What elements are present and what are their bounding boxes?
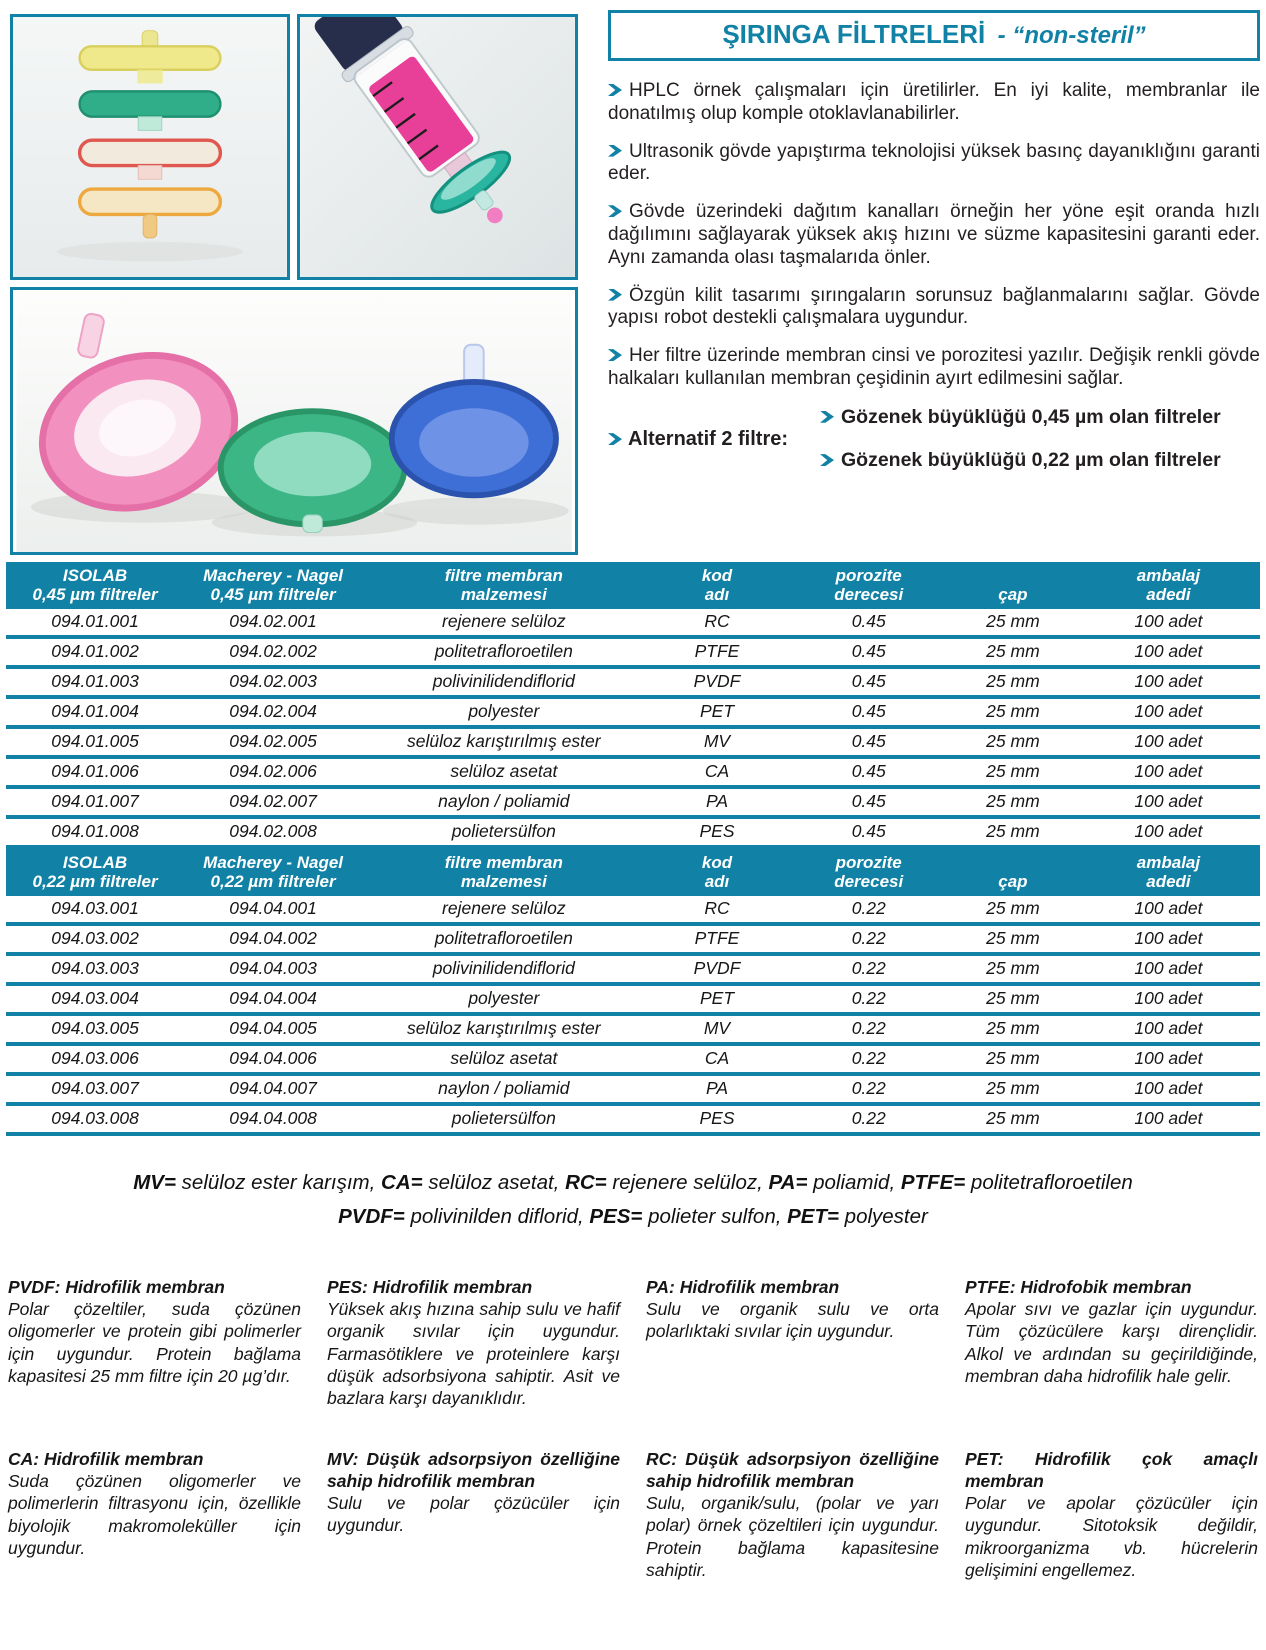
table-cell: PET xyxy=(646,697,789,727)
table-cell: politetrafloroetilen xyxy=(362,924,645,954)
legend-code: PES= xyxy=(589,1204,643,1228)
bullet-arrow-icon xyxy=(608,349,622,361)
column-header xyxy=(1077,849,1260,896)
table-cell: 0.22 xyxy=(788,1044,949,1074)
membrane-note xyxy=(327,1276,620,1410)
table-row xyxy=(6,697,1260,727)
table-cell: 25 mm xyxy=(949,637,1077,667)
table-cell: 094.03.001 xyxy=(6,896,184,924)
column-header xyxy=(362,562,645,609)
header-line-1: ambalaj xyxy=(1136,566,1201,585)
membrane-note xyxy=(8,1448,301,1582)
table-cell: 25 mm xyxy=(949,757,1077,787)
table-cell: 25 mm xyxy=(949,924,1077,954)
option-text: Gözenek büyüklüğü 0,45 µm olan filtreler xyxy=(841,405,1221,428)
table-cell: 094.01.001 xyxy=(6,609,184,637)
header-line-2: çap xyxy=(998,872,1028,892)
legend-description: polyester xyxy=(838,1204,928,1228)
alternative-option xyxy=(820,406,1260,429)
table-row xyxy=(6,896,1260,924)
table-cell: PA xyxy=(646,1074,789,1104)
table-cell: 100 adet xyxy=(1077,637,1260,667)
table-cell: 0.22 xyxy=(788,954,949,984)
table-cell: PTFE xyxy=(646,924,789,954)
bullet-arrow-icon xyxy=(820,411,834,423)
header-line-1: ISOLAB xyxy=(62,566,128,585)
header-line-2: 0,45 µm filtreler xyxy=(32,585,158,605)
table-row xyxy=(6,1014,1260,1044)
header-line-2: adı xyxy=(704,872,730,892)
table-cell: polyester xyxy=(362,984,645,1014)
membrane-note-body: Sulu ve organik sulu ve orta polarlıktaki sıvılar için uygundur. xyxy=(646,1298,939,1342)
bullet-arrow-icon xyxy=(608,433,622,445)
table-cell: polietersülfon xyxy=(362,817,645,847)
table-cell: 0.45 xyxy=(788,667,949,697)
legend-description: polivinilden diflorid, xyxy=(404,1204,590,1228)
table-cell: 094.04.007 xyxy=(184,1074,362,1104)
table-cell: 25 mm xyxy=(949,787,1077,817)
table-cell: 25 mm xyxy=(949,1044,1077,1074)
table-cell: selüloz karıştırılmış ester xyxy=(362,727,645,757)
membrane-note-title: PET: Hidrofilik çok amaçlı membran xyxy=(965,1448,1258,1491)
legend-description: selüloz asetat, xyxy=(422,1171,566,1195)
table-cell: naylon / poliamid xyxy=(362,787,645,817)
membrane-note-body: Sulu ve polar çözücüler için uygundur. xyxy=(327,1492,620,1536)
table-cell: selüloz karıştırılmış ester xyxy=(362,1014,645,1044)
table-cell: 094.03.006 xyxy=(6,1044,184,1074)
table-row xyxy=(6,637,1260,667)
table-cell: 25 mm xyxy=(949,1074,1077,1104)
membrane-note-body: Sulu, organik/sulu, (polar ve yarı polar) örnek çözeltileri için uygundur. Protein bağlama kapasitesine sahiptir. xyxy=(646,1492,939,1581)
legend-line-2 xyxy=(0,1200,1266,1234)
column-header xyxy=(184,562,362,609)
table-cell: PVDF xyxy=(646,954,789,984)
table-cell: 25 mm xyxy=(949,984,1077,1014)
intro-bullet xyxy=(608,141,1260,187)
page-title-suffix: - “non-steril” xyxy=(997,22,1146,49)
table-cell: polietersülfon xyxy=(362,1104,645,1134)
table-cell: 0.22 xyxy=(788,1104,949,1134)
intro-bullet xyxy=(608,285,1260,331)
table-cell: 094.01.006 xyxy=(6,757,184,787)
column-header xyxy=(646,849,789,896)
table-cell: PVDF xyxy=(646,667,789,697)
table-cell: 094.04.008 xyxy=(184,1104,362,1134)
membrane-notes-grid xyxy=(0,1276,1266,1582)
table-cell: 094.02.002 xyxy=(184,637,362,667)
table-cell: 094.01.005 xyxy=(6,727,184,757)
alternative-filter-options xyxy=(820,406,1260,473)
table-cell: 094.04.002 xyxy=(184,924,362,954)
table-row xyxy=(6,1044,1260,1074)
header-line-2: derecesi xyxy=(834,872,904,892)
table-cell: 100 adet xyxy=(1077,727,1260,757)
header-line-1: ambalaj xyxy=(1136,853,1201,873)
bullet-arrow-icon xyxy=(608,205,622,217)
header-line-1: Macherey - Nagel xyxy=(203,566,344,585)
table-cell: selüloz asetat xyxy=(362,1044,645,1074)
table-cell: 100 adet xyxy=(1077,1074,1260,1104)
table-row xyxy=(6,727,1260,757)
table-cell: MV xyxy=(646,1014,789,1044)
intro-bullet xyxy=(608,80,1260,126)
table-cell: 25 mm xyxy=(949,609,1077,637)
column-header xyxy=(6,849,184,896)
table-cell: 100 adet xyxy=(1077,1044,1260,1074)
column-header xyxy=(1077,562,1260,609)
bullet-text: Her filtre üzerinde membran cinsi ve porozitesi yazılır. Değişik renkli gövde halkaları kullanılan membran çeşidinin ayırt edilmesini sağlar. xyxy=(608,345,1260,389)
legend-code: CA= xyxy=(381,1171,423,1195)
column-header xyxy=(949,849,1077,896)
legend-description: rejenere selüloz, xyxy=(606,1171,769,1195)
table-cell: 25 mm xyxy=(949,1104,1077,1134)
table-cell: CA xyxy=(646,757,789,787)
header-line-1: Macherey - Nagel xyxy=(203,853,344,873)
column-header xyxy=(362,849,645,896)
table-cell: PTFE xyxy=(646,637,789,667)
header-line-2: malzemesi xyxy=(460,585,547,605)
intro-column xyxy=(608,10,1260,473)
table-cell: 0.45 xyxy=(788,757,949,787)
membrane-note xyxy=(646,1448,939,1582)
table-cell: 094.02.006 xyxy=(184,757,362,787)
table-cell: polivinilidendiflorid xyxy=(362,667,645,697)
legend-code: MV= xyxy=(133,1171,176,1195)
table-cell: 25 mm xyxy=(949,896,1077,924)
table-cell: rejenere selüloz xyxy=(362,609,645,637)
legend-description: polieter sulfon, xyxy=(642,1204,788,1228)
bullet-arrow-icon xyxy=(608,145,622,157)
table-row xyxy=(6,757,1260,787)
table-cell: 100 adet xyxy=(1077,817,1260,847)
table-cell: 094.03.002 xyxy=(6,924,184,954)
table-cell: MV xyxy=(646,727,789,757)
header-line-2: 0,45 µm filtreler xyxy=(210,585,336,605)
membrane-note-body: Polar çözeltiler, suda çözünen oligomerler ve protein gibi polimerler için uygundur. Protein bağlama kapasitesi 25 mm filtre için 20 µg’dır. xyxy=(8,1298,301,1386)
table-row xyxy=(6,667,1260,697)
table-cell: 0.45 xyxy=(788,787,949,817)
header-line-1 xyxy=(951,853,1075,872)
table-cell: 094.04.004 xyxy=(184,984,362,1014)
column-header xyxy=(788,849,949,896)
intro-bullets xyxy=(608,80,1260,391)
header-line-2: adedi xyxy=(1146,872,1191,892)
header-line-2: çap xyxy=(998,585,1028,605)
alternative-label-text: Alternatif 2 filtre: xyxy=(628,427,789,450)
table-cell: 25 mm xyxy=(949,1014,1077,1044)
header-line-1 xyxy=(951,566,1075,585)
header-line-2: 0,22 µm filtreler xyxy=(210,872,336,892)
option-text: Gözenek büyüklüğü 0,22 µm olan filtreler xyxy=(841,449,1221,472)
table-cell: 25 mm xyxy=(949,727,1077,757)
header-line-1: kod xyxy=(701,566,733,585)
table-cell: PES xyxy=(646,1104,789,1134)
intro-bullet xyxy=(608,345,1260,391)
page-title-box xyxy=(608,10,1260,61)
legend-code: PET= xyxy=(787,1204,839,1228)
header-line-2: malzemesi xyxy=(460,872,547,892)
table-cell: PET xyxy=(646,984,789,1014)
table-cell: 094.02.005 xyxy=(184,727,362,757)
bullet-arrow-icon xyxy=(820,454,834,466)
header-line-2: 0,22 µm filtreler xyxy=(32,872,158,892)
syringe-illustration xyxy=(300,17,575,277)
three-filters-illustration xyxy=(13,290,575,552)
legend-description: selüloz ester karışım, xyxy=(175,1171,382,1195)
column-header xyxy=(646,562,789,609)
header-line-1: porozite xyxy=(835,853,902,873)
table-cell: 0.45 xyxy=(788,637,949,667)
table-cell: 094.03.004 xyxy=(6,984,184,1014)
bullet-arrow-icon xyxy=(608,84,622,96)
alternative-option xyxy=(820,449,1260,472)
column-header xyxy=(949,562,1077,609)
membrane-note-title: PES: Hidrofilik membran xyxy=(327,1276,533,1297)
legend-code: RC= xyxy=(565,1171,607,1195)
table-cell: CA xyxy=(646,1044,789,1074)
table-cell: 25 mm xyxy=(949,667,1077,697)
table-cell: 094.01.007 xyxy=(6,787,184,817)
top-section xyxy=(0,0,1266,562)
alternative-filters-label xyxy=(608,406,820,473)
table-row xyxy=(6,1074,1260,1104)
table-cell: 094.01.002 xyxy=(6,637,184,667)
membrane-note-title: PTFE: Hidrofobik membran xyxy=(965,1276,1192,1297)
legend-line-1 xyxy=(0,1166,1266,1200)
table-cell: 094.04.005 xyxy=(184,1014,362,1044)
membrane-note-title: MV: Düşük adsorpsiyon özelliğine sahip hidrofilik membran xyxy=(327,1448,620,1491)
table-cell: rejenere selüloz xyxy=(362,896,645,924)
table-row xyxy=(6,954,1260,984)
membrane-note-title: RC: Düşük adsorpsiyon özelliğine sahip hidrofilik membran xyxy=(646,1448,939,1491)
membrane-note xyxy=(965,1276,1258,1410)
table-cell: 100 adet xyxy=(1077,667,1260,697)
table-cell: 100 adet xyxy=(1077,757,1260,787)
membrane-note xyxy=(965,1448,1258,1582)
table-cell: 25 mm xyxy=(949,697,1077,727)
membrane-note-title: PA: Hidrofilik membran xyxy=(646,1276,840,1297)
table-cell: PA xyxy=(646,787,789,817)
table-cell: 094.02.008 xyxy=(184,817,362,847)
table-cell: 100 adet xyxy=(1077,1104,1260,1134)
membrane-note-body: Yüksek akış hızına sahip sulu ve hafif organik sıvılar için uygundur. Farmasötiklere ve proteinlere karşı düşük adsorbsiyona sahiptir. Asit ve bazlara karşı dayanıklıdır. xyxy=(327,1298,620,1409)
filters-table-045 xyxy=(6,562,1260,849)
table-cell: 094.02.001 xyxy=(184,609,362,637)
table-cell: 094.04.003 xyxy=(184,954,362,984)
three-filters-image xyxy=(10,287,578,555)
membrane-note-title: CA: Hidrofilik membran xyxy=(8,1448,204,1469)
membrane-note-body: Apolar sıvı ve gazlar için uygundur. Tüm çözücülere karşı dirençlidir. Alkol ve ardından su geçirildiğinde, membran daha hidrofilik hale gelir. xyxy=(965,1298,1258,1386)
bullet-arrow-icon xyxy=(608,289,622,301)
table-cell: 100 adet xyxy=(1077,896,1260,924)
syringe-with-filter-image xyxy=(297,14,578,280)
table-cell: 100 adet xyxy=(1077,609,1260,637)
legend-code: PVDF= xyxy=(338,1204,405,1228)
table-cell: 094.03.007 xyxy=(6,1074,184,1104)
table-cell: 0.22 xyxy=(788,984,949,1014)
stacked-filters-image xyxy=(10,14,290,280)
table-cell: naylon / poliamid xyxy=(362,1074,645,1104)
bullet-text: Özgün kilit tasarımı şırıngaların sorunsuz bağlanmalarını sağlar. Gövde yapısı robot destekli çalışmalara uygundur. xyxy=(608,284,1260,329)
table-cell: 0.22 xyxy=(788,924,949,954)
membrane-note xyxy=(327,1448,620,1582)
table-cell: 100 adet xyxy=(1077,924,1260,954)
membrane-note-body: Polar ve apolar çözücüler için uygundur. Sitotoksik değildir, mikroorganizma vb. hücrelerin gelişimini engellemez. xyxy=(965,1492,1258,1581)
filters-table-022 xyxy=(6,849,1260,1136)
column-header xyxy=(788,562,949,609)
header-line-2: adı xyxy=(704,585,730,605)
table-cell: 0.22 xyxy=(788,896,949,924)
table-row xyxy=(6,1104,1260,1134)
table-cell: 0.22 xyxy=(788,1014,949,1044)
column-header xyxy=(6,562,184,609)
header-line-1: filtre membran xyxy=(444,566,563,585)
table-header-row xyxy=(6,849,1260,896)
membrane-note-title: PVDF: Hidrofilik membran xyxy=(8,1276,225,1297)
table-cell: RC xyxy=(646,896,789,924)
table-cell: 25 mm xyxy=(949,817,1077,847)
table-cell: 100 adet xyxy=(1077,787,1260,817)
header-line-2: adedi xyxy=(1146,585,1191,605)
table-cell: 0.45 xyxy=(788,609,949,637)
table-cell: 094.02.007 xyxy=(184,787,362,817)
table-row xyxy=(6,787,1260,817)
table-cell: politetrafloroetilen xyxy=(362,637,645,667)
table-cell: polivinilidendiflorid xyxy=(362,954,645,984)
table-row xyxy=(6,984,1260,1014)
table-cell: polyester xyxy=(362,697,645,727)
legend-description: politetrafloroetilen xyxy=(965,1171,1133,1195)
header-line-1: ISOLAB xyxy=(62,853,128,873)
table-cell: 094.02.004 xyxy=(184,697,362,727)
table-row xyxy=(6,609,1260,637)
membrane-note-body: Suda çözünen oligomerler ve polimerlerin filtrasyonu için, özellikle biyolojik makromoleküller için uygundur. xyxy=(8,1470,301,1558)
header-line-2: derecesi xyxy=(834,585,904,605)
table-cell: 094.03.005 xyxy=(6,1014,184,1044)
table-row xyxy=(6,924,1260,954)
table-cell: 100 adet xyxy=(1077,984,1260,1014)
table-cell: 094.04.001 xyxy=(184,896,362,924)
table-cell: RC xyxy=(646,609,789,637)
column-header xyxy=(184,849,362,896)
table-cell: 0.22 xyxy=(788,1074,949,1104)
table-cell: 094.04.006 xyxy=(184,1044,362,1074)
table-cell: 0.45 xyxy=(788,697,949,727)
table-cell: 100 adet xyxy=(1077,954,1260,984)
bullet-text: Gövde üzerindeki dağıtım kanalları örneğin her yöne eşit oranda hızlı dağılımını sağlayarak yüksek akış hızını ve süzme kapasitesini garanti eder. Aynı zamanda olası taşmalarıda önler. xyxy=(608,201,1260,268)
header-line-1: filtre membran xyxy=(444,853,563,873)
table-cell: 100 adet xyxy=(1077,697,1260,727)
table-cell: 100 adet xyxy=(1077,1014,1260,1044)
membrane-note xyxy=(646,1276,939,1410)
table-cell: 094.01.004 xyxy=(6,697,184,727)
legend-description: poliamid, xyxy=(807,1171,901,1195)
table-cell: 0.45 xyxy=(788,727,949,757)
table-cell: 094.02.003 xyxy=(184,667,362,697)
table-cell: selüloz asetat xyxy=(362,757,645,787)
table-cell: 094.03.008 xyxy=(6,1104,184,1134)
membrane-code-legend xyxy=(0,1166,1266,1234)
table-cell: 094.01.008 xyxy=(6,817,184,847)
header-line-1: kod xyxy=(701,853,733,873)
intro-bullet xyxy=(608,201,1260,269)
membrane-note xyxy=(8,1276,301,1410)
legend-code: PA= xyxy=(768,1171,808,1195)
table-cell: 094.01.003 xyxy=(6,667,184,697)
table-cell: 094.03.003 xyxy=(6,954,184,984)
alternative-filters-row xyxy=(608,406,1260,473)
table-cell: 25 mm xyxy=(949,954,1077,984)
header-line-1: porozite xyxy=(835,566,902,585)
page-title: ŞIRINGA FİLTRELERİ xyxy=(722,19,986,49)
bullet-text: HPLC örnek çalışmaları için üretilirler. En iyi kalite, membranlar ile donatılmış olup komple otoklavlanabilirler. xyxy=(608,80,1260,124)
table-row xyxy=(6,817,1260,847)
legend-code: PTFE= xyxy=(900,1171,966,1195)
stacked-filters-illustration xyxy=(13,17,287,277)
table-header-row xyxy=(6,562,1260,609)
bullet-text: Ultrasonik gövde yapıştırma teknolojisi yüksek basınç dayanıklığını garanti eder. xyxy=(608,140,1260,185)
table-cell: PES xyxy=(646,817,789,847)
table-cell: 0.45 xyxy=(788,817,949,847)
